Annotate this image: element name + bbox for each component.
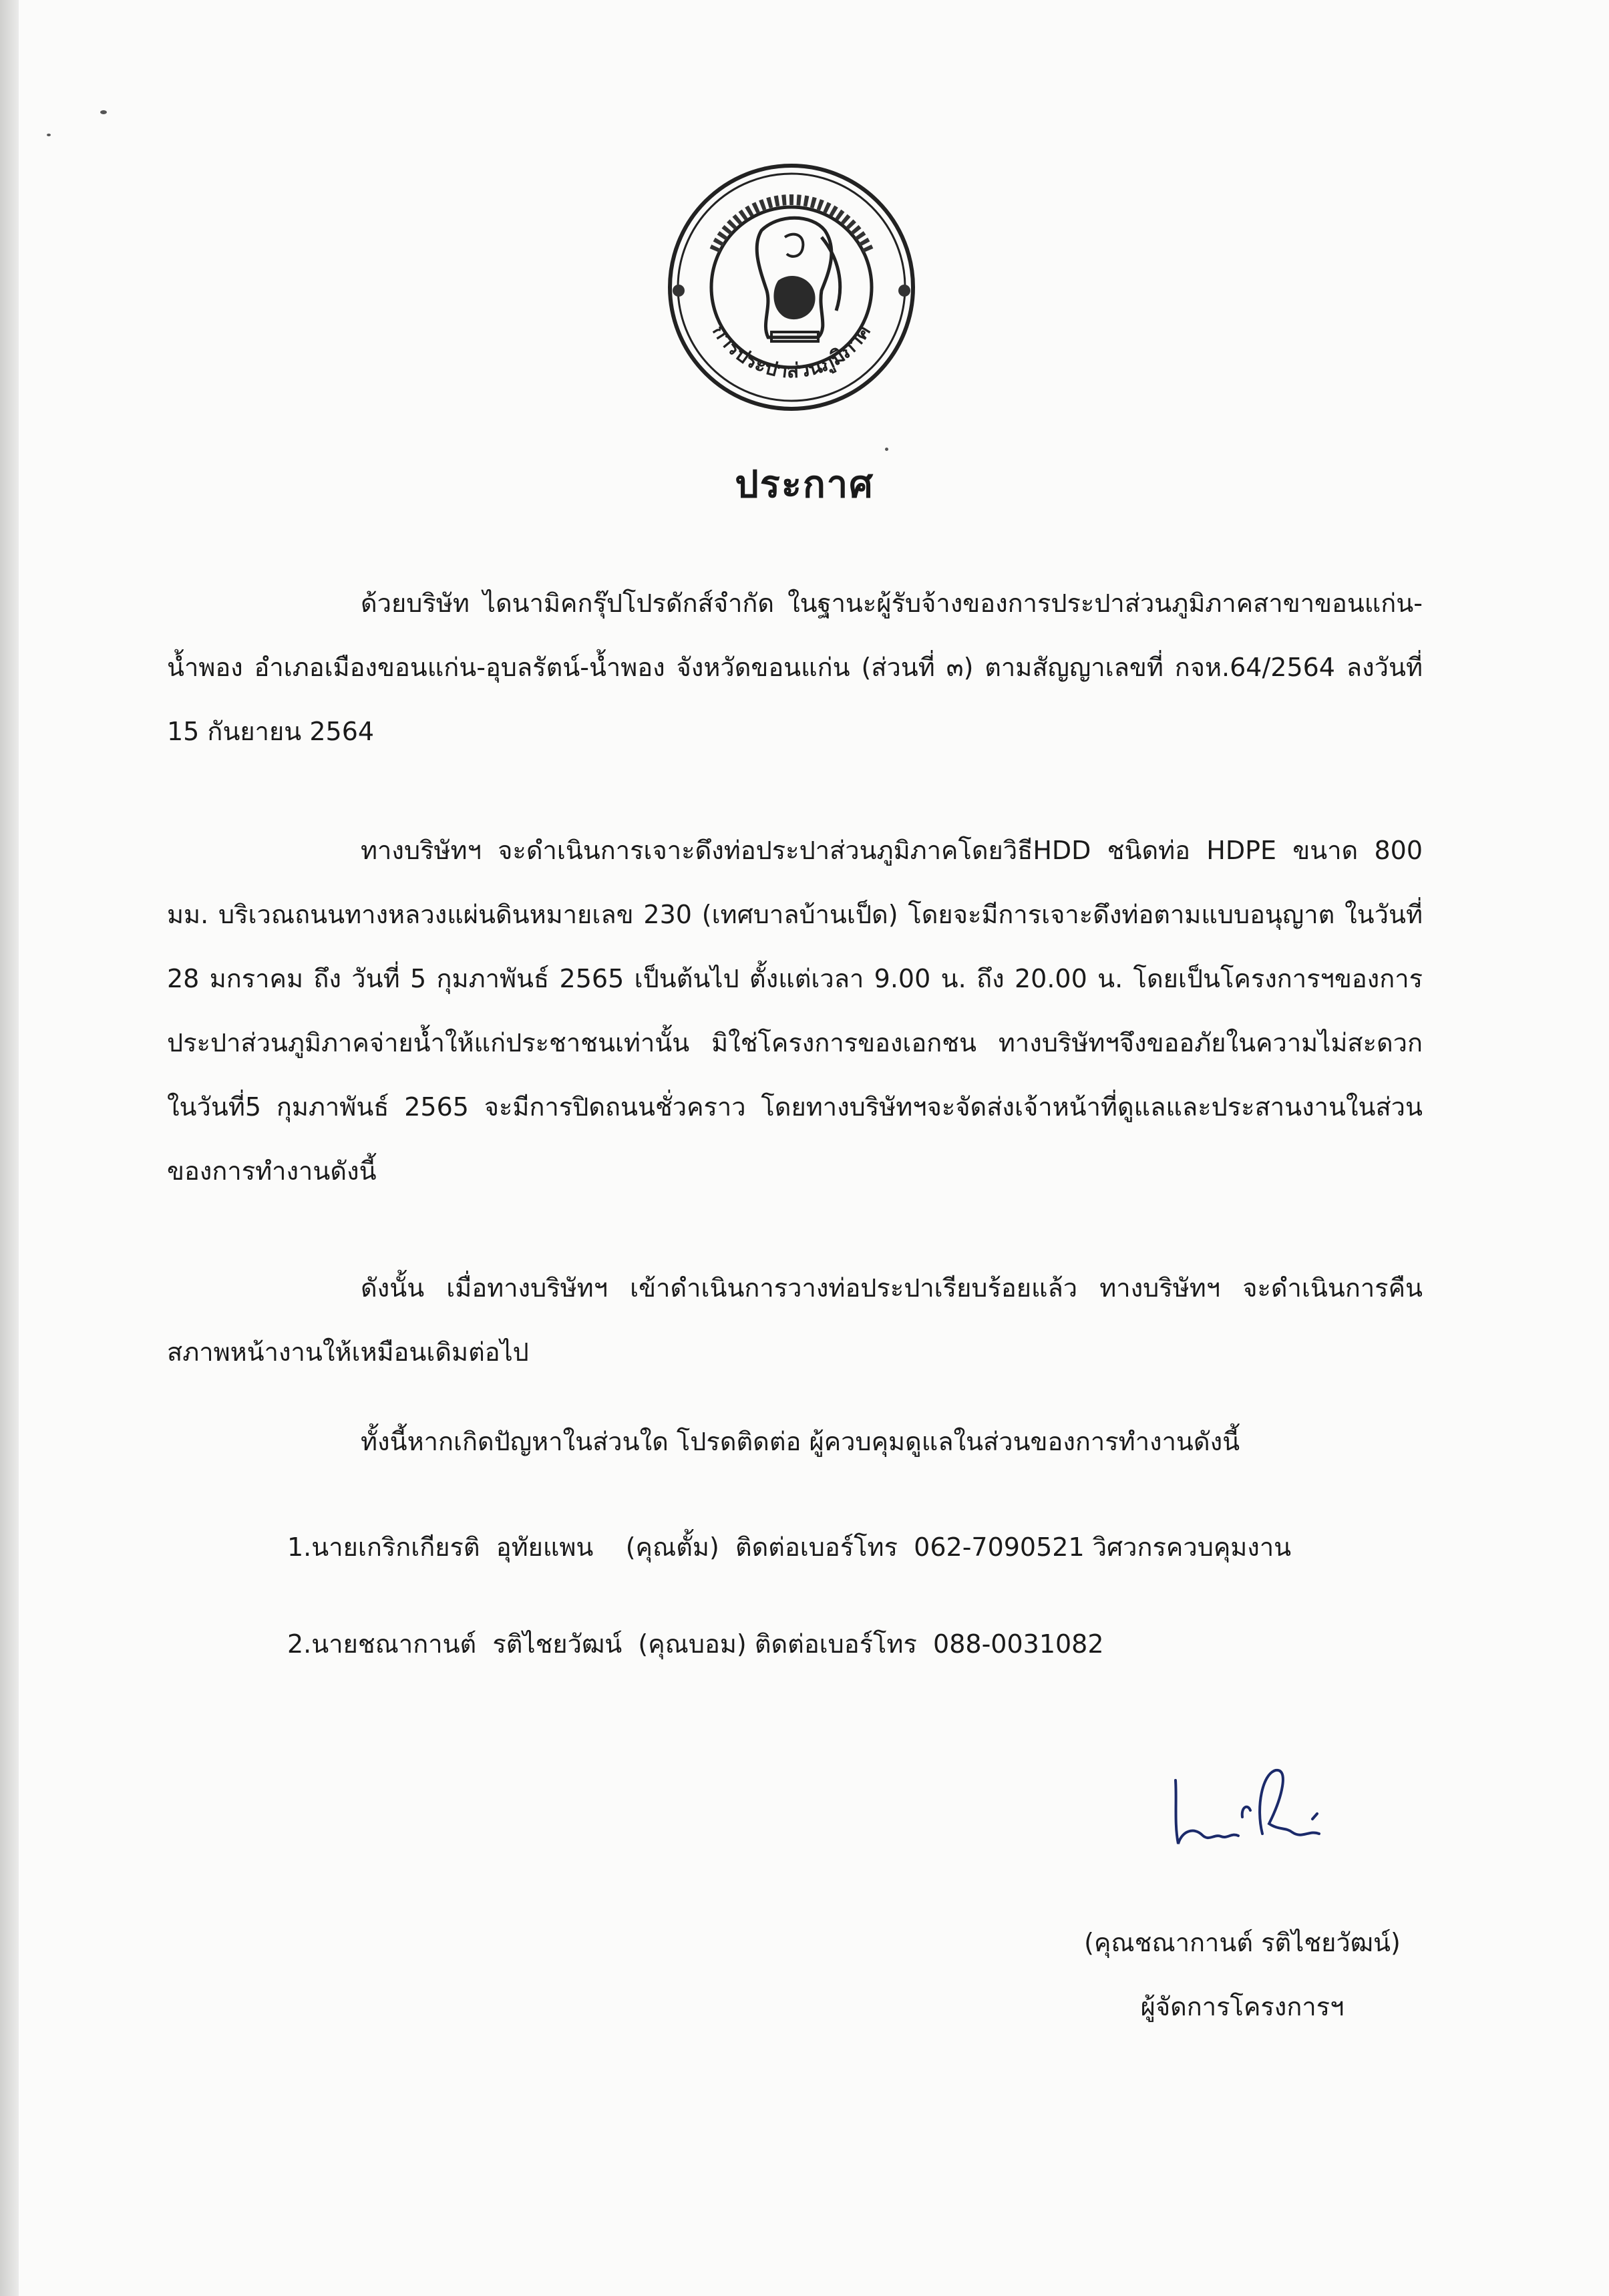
signer-position: ผู้จัดการโครงการฯ <box>1140 1992 1345 2021</box>
signature-block <box>1055 1911 1429 2039</box>
document-title: ประกาศ <box>735 463 874 506</box>
contact-line-1: 1.นายเกริกเกียรติ อุทัยแพน (คุณตั้ม) ติดต่อเบอร์โทร 062-7090521 วิศวกรควบคุมงาน <box>287 1532 1292 1562</box>
scan-speck <box>47 134 51 136</box>
paragraph-restoration-text: ดังนั้น เมื่อทางบริษัทฯ เข้าดำเนินการวางท่อประปาเรียบร้อยแล้ว ทางบริษัทฯ จะดำเนินการคืนสภาพหน้างานให้เหมือนเดิมต่อไป <box>167 1273 1423 1367</box>
handwritten-signature <box>1162 1760 1336 1860</box>
paragraph-intro-text: ด้วยบริษัท ไดนามิคกรุ๊ปโปรดักส์จำกัด ในฐานะผู้รับจ้างของการประปาส่วนภูมิภาคสาขาขอนแก่น-น้ำพอง อำเภอเมืองขอนแก่น-อุบลรัตน์-น้ำพอง จังหวัดขอนแก่น (ส่วนที่ ๓) ตามสัญญาเลขที่ กจห.64/2564 ลงวันที่ 15 กันยายน 2564 <box>167 589 1423 746</box>
seal-label: การประปาส่วนภูมิภาค <box>707 320 876 383</box>
paragraph-contact-intro <box>167 1410 1423 1474</box>
signer-name: (คุณชณากานต์ รติไชยวัฒน์) <box>1084 1928 1401 1957</box>
paragraph-work-details <box>167 818 1423 1203</box>
scan-speck <box>100 110 107 114</box>
contact-line-2: 2.นายชณากานต์ รติไชยวัฒน์ (คุณบอม) ติดต่อเบอร์โทร 088-0031082 <box>287 1629 1104 1659</box>
svg-text:การประปาส่วนภูมิภาค <box>707 321 876 383</box>
paragraph-intro <box>167 571 1423 764</box>
scan-edge <box>0 0 19 2296</box>
paragraph-contact-intro-text: ทั้งนี้หากเกิดปัญหาในส่วนใด โปรดติดต่อ ผู้ควบคุมดูแลในส่วนของการทำงานดังนี้ <box>361 1427 1240 1456</box>
pwa-seal-icon <box>661 157 922 418</box>
scan-speck <box>885 448 888 451</box>
paragraph-restoration <box>167 1256 1423 1384</box>
paragraph-work-details-text: ทางบริษัทฯ จะดำเนินการเจาะดึงท่อประปาส่วนภูมิภาคโดยวิธีHDD ชนิดท่อ HDPE ขนาด 800 มม. บริเวณถนนทางหลวงแผ่นดินหมายเลข 230 (เทศบาลบ้านเป็ด) โดยจะมีการเจาะดึงท่อตามแบบอนุญาต ในวันที่ 28 มกราคม ถึง วันที่ 5 กุมภาพันธ์ 2565 เป็นต้นไป ตั้งแต่เวลา 9.00 น. ถึง 20.00 น. โดยเป็นโครงการฯของการประปาส่วนภูมิภาคจ่ายน้ำให้แก่ประชาชนเท่านั้น มิใช่โครงการของเอกชน ทางบริษัทฯจึงขออภัยในความไม่สะดวกในวันที่5 กุมภาพันธ์ 2565 จะมีการปิดถนนชั่วคราว โดยทางบริษัทฯจะจัดส่งเจ้าหน้าที่ดูแลและประสานงานในส่วนของการทำงานดังนี้ <box>167 836 1423 1186</box>
